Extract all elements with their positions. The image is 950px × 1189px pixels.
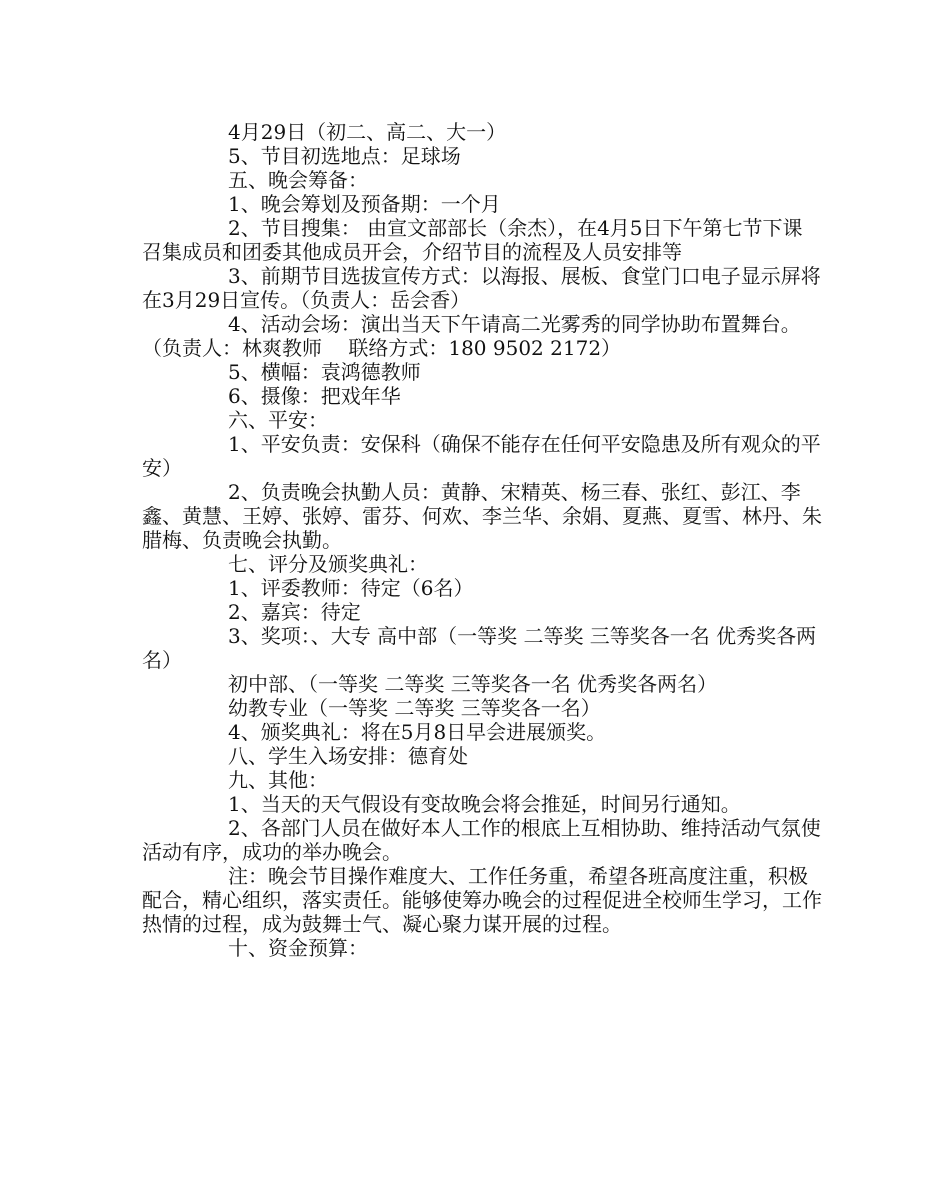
paragraph: 4、活动会场：演出当天下午请高二光雾秀的同学协助布置舞台。（负责人：林爽教师 联络方式：180 9502 2172）: [142, 312, 801, 360]
paragraph: 4、颁奖典礼：将在5月8日早会进展颁奖。: [228, 720, 607, 744]
note-paragraph: 注：晚会节目操作难度大、工作任务重，希望各班高度注重，积极配合，精心组织，落实责任。能够使筹办晚会的过程促进全校师生学习，工作热情的过程，成为鼓舞士气、凝心聚力谋开展的过程。: [142, 864, 822, 936]
paragraph: 2、节目搜集： 由宣文部部长（余杰），在4月5日下午第七节下课召集成员和团委其他成员开会，介绍节目的流程及人员安排等: [142, 216, 803, 264]
paragraph: 2、各部门人员在做好本人工作的根底上互相协助、维持活动气氛使活动有序，成功的举办晚会。: [142, 816, 821, 864]
paragraph: 1、平安负责：安保科（确保不能存在任何平安隐患及所有观众的平安）: [142, 432, 821, 480]
paragraph: 3、前期节目选拔宣传方式：以海报、展板、食堂门口电子显示屏将在3月29日宣传。（负责人：岳会香）: [142, 264, 821, 312]
section-heading: 九、其他：: [228, 768, 328, 792]
section-heading: 五、晚会筹备：: [228, 168, 368, 192]
section-heading: 六、平安：: [228, 408, 328, 432]
paragraph: 1、晚会筹划及预备期：一个月: [228, 192, 501, 216]
paragraph: 4月29日（初二、高二、大一）: [228, 120, 507, 144]
paragraph: 2、嘉宾：待定: [228, 600, 361, 624]
document-body: [142, 120, 822, 960]
paragraph: 5、横幅：袁鸿德教师: [228, 360, 421, 384]
paragraph: 3、奖项：、大专 高中部（一等奖 二等奖 三等奖各一名 优秀奖各两名）: [142, 624, 817, 672]
paragraph: 5、节目初选地点：足球场: [228, 144, 461, 168]
paragraph: 初中部、（一等奖 二等奖 三等奖各一名 优秀奖各两名）: [228, 672, 718, 696]
paragraph: 1、评委教师：待定（6名）: [228, 576, 474, 600]
paragraph: 1、当天的天气假设有变故晚会将会推延，时间另行通知。: [228, 792, 741, 816]
paragraph: 幼教专业（一等奖 二等奖 三等奖各一名）: [228, 696, 601, 720]
section-heading: 八、学生入场安排：德育处: [228, 744, 468, 768]
section-heading: 七、评分及颁奖典礼：: [228, 552, 428, 576]
paragraph: 2、负责晚会执勤人员：黄静、宋精英、杨三春、张红、彭江、李鑫、黄慧、王婷、张婷、雷芬、何欢、李兰华、余娟、夏燕、夏雪、林丹、朱腊梅、负责晚会执勤。: [142, 480, 822, 552]
paragraph: 6、摄像：把戏年华: [228, 384, 401, 408]
section-heading: 十、资金预算：: [228, 936, 368, 960]
